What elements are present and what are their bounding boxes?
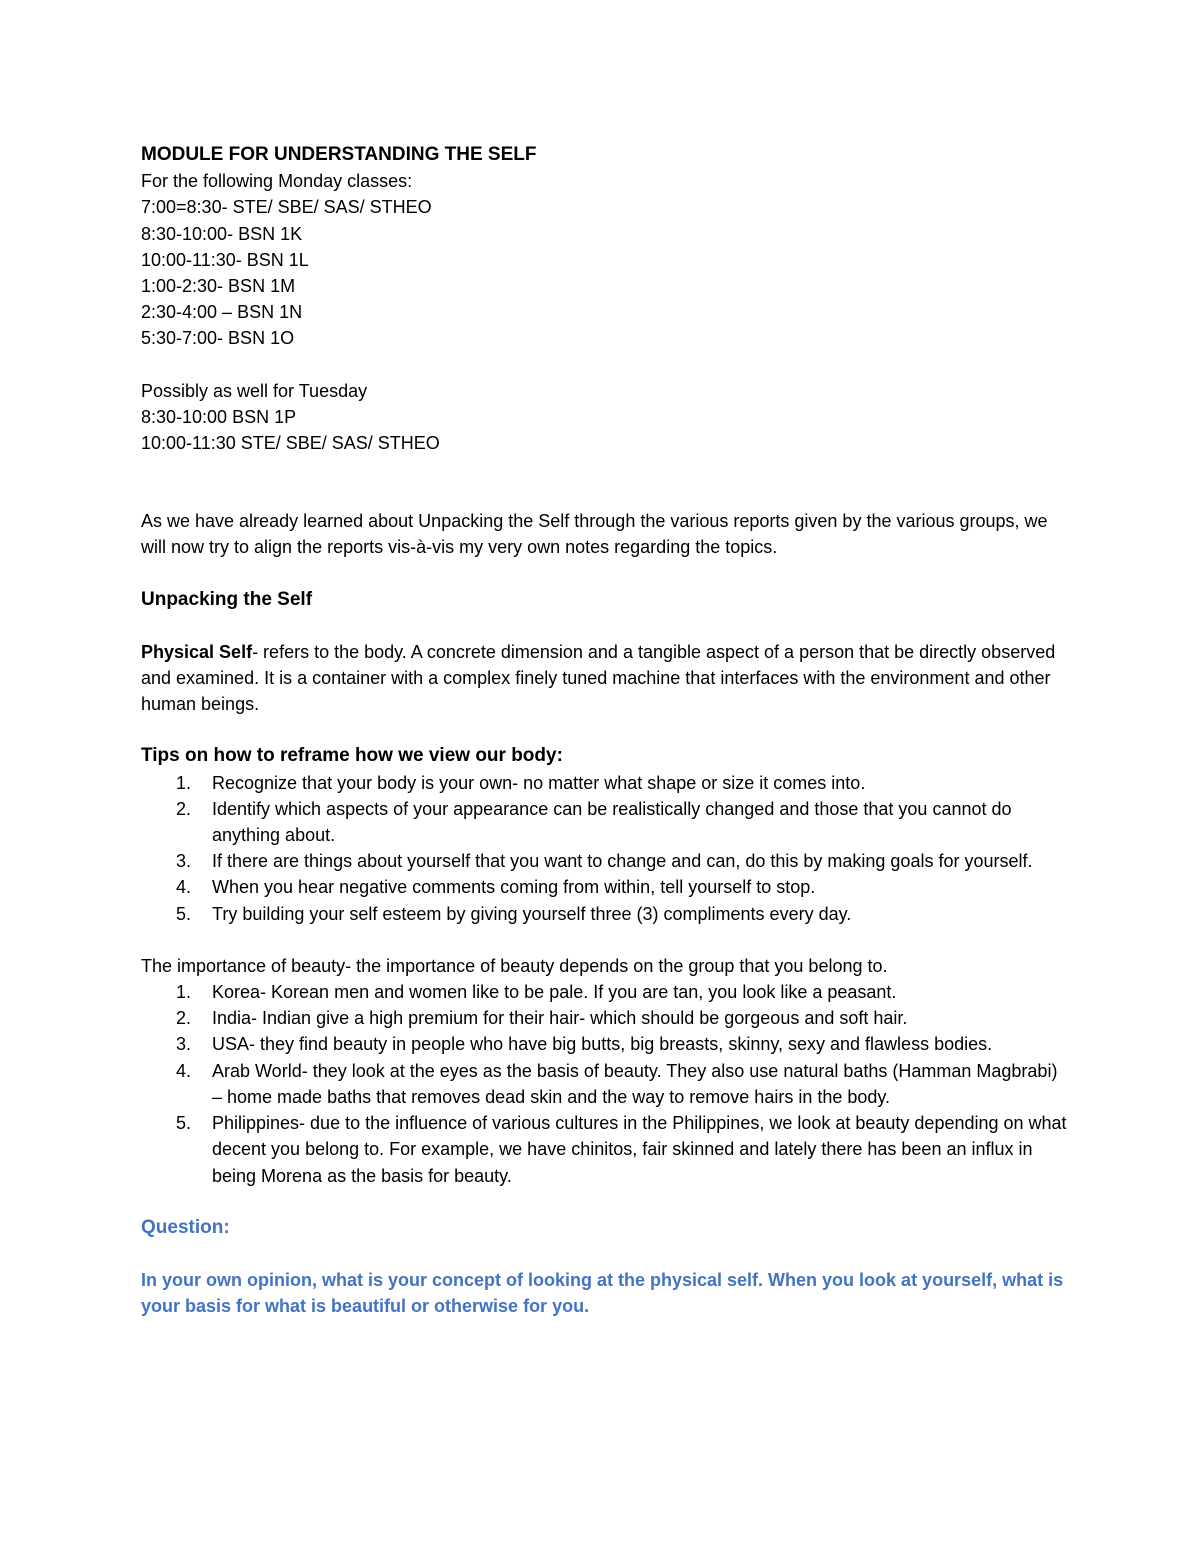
- list-item-text: Philippines- due to the influence of various cultures in the Philippines, we look at beauty depending on what decent you belong to. For example, we have chinitos, fair skinned and lately there has been an influx in being Morena as the basis for beauty.: [212, 1113, 1067, 1186]
- physical-self-definition: - refers to the body. A concrete dimension and a tangible aspect of a person that be directly observed and examined. It is a container with a complex finely tuned machine that interfaces with the environment and other human beings.: [141, 641, 1056, 715]
- list-number: 5.: [176, 903, 192, 924]
- list-item-text: If there are things about yourself that you want to change and can, do this by making goals for yourself.: [212, 851, 1033, 872]
- list-number: 3.: [176, 1034, 192, 1055]
- list-number: 2.: [176, 798, 192, 819]
- list-item-text: When you hear negative comments coming from within, tell yourself to stop.: [212, 877, 816, 898]
- spacer: [141, 927, 1071, 953]
- list-item: [176, 1031, 1071, 1057]
- tips-list: [141, 770, 1071, 927]
- list-item: [176, 901, 1071, 927]
- list-number: 1.: [176, 772, 192, 793]
- list-item: [176, 979, 1071, 1005]
- list-number: 1.: [176, 982, 192, 1003]
- list-item: [176, 848, 1071, 874]
- monday-slot: 10:00-11:30- BSN 1L: [141, 249, 309, 270]
- list-item-text: Try building your self esteem by giving yourself three (3) compliments every day.: [212, 903, 852, 924]
- monday-slot: 1:00-2:30- BSN 1M: [141, 276, 296, 297]
- list-number: 2.: [176, 1008, 192, 1029]
- list-item: [176, 770, 1071, 796]
- spacer: [141, 717, 1071, 743]
- tips-heading: Tips on how to reframe how we view our body:: [141, 745, 563, 767]
- spacer: [141, 456, 1071, 508]
- list-item-text: Identify which aspects of your appearance can be realistically changed and those that you cannot do anything about.: [212, 798, 1012, 846]
- list-number: 4.: [176, 877, 192, 898]
- monday-slot: 2:30-4:00 – BSN 1N: [141, 302, 303, 323]
- list-item: [176, 796, 1071, 848]
- list-item-text: Korea- Korean men and women like to be pale. If you are tan, you look like a peasant.: [212, 982, 897, 1003]
- physical-self-term: Physical Self: [141, 641, 253, 662]
- list-item-text: USA- they find beauty in people who have big butts, big breasts, skinny, sexy and flawless bodies.: [212, 1034, 993, 1055]
- spacer: [141, 1189, 1071, 1215]
- list-item-text: Arab World- they look at the eyes as the basis of beauty. They also use natural baths (Hamman Magbrabi) – home made baths that removes dead skin and the way to remove hairs in the body.: [212, 1060, 1058, 1107]
- list-item: [176, 1058, 1071, 1110]
- list-number: 4.: [176, 1060, 192, 1081]
- question-text: In your own opinion, what is your concept of looking at the physical self. When you look at yourself, what is your basis for what is beautiful or otherwise for you.: [141, 1269, 1064, 1317]
- question-label: Question:: [141, 1216, 230, 1238]
- monday-slot: 7:00=8:30- STE/ SBE/ SAS/ STHEO: [141, 197, 432, 218]
- list-item: [176, 874, 1071, 900]
- monday-slot: 8:30-10:00- BSN 1K: [141, 223, 303, 244]
- list-item-text: India- Indian give a high premium for their hair- which should be gorgeous and soft hair.: [212, 1008, 908, 1029]
- beauty-list: [141, 979, 1071, 1189]
- spacer: [141, 1241, 1071, 1267]
- tuesday-slot: 10:00-11:30 STE/ SBE/ SAS/ STHEO: [141, 433, 440, 454]
- tuesday-intro: Possibly as well for Tuesday: [141, 380, 368, 401]
- spacer: [141, 352, 1071, 378]
- tuesday-slot: 8:30-10:00 BSN 1P: [141, 406, 297, 427]
- intro-paragraph: As we have already learned about Unpacking the Self through the various reports given by the various groups, we will now try to align the reports vis-à-vis my very own notes regarding the topics.: [141, 511, 1048, 558]
- list-number: 3.: [176, 851, 192, 872]
- spacer: [141, 561, 1071, 587]
- document-title: MODULE FOR UNDERSTANDING THE SELF: [141, 144, 537, 165]
- list-item-text: Recognize that your body is your own- no matter what shape or size it comes into.: [212, 772, 866, 793]
- monday-intro: For the following Monday classes:: [141, 171, 413, 192]
- document-page: [141, 142, 1071, 1319]
- list-item: [176, 1005, 1071, 1031]
- physical-self-paragraph: [141, 639, 1071, 718]
- list-item: [176, 1110, 1071, 1189]
- spacer: [141, 613, 1071, 639]
- monday-slot: 5:30-7:00- BSN 1O: [141, 328, 295, 349]
- section-heading: Unpacking the Self: [141, 588, 313, 610]
- list-number: 5.: [176, 1113, 192, 1134]
- beauty-intro: The importance of beauty- the importance of beauty depends on the group that you belong to.: [141, 955, 888, 976]
